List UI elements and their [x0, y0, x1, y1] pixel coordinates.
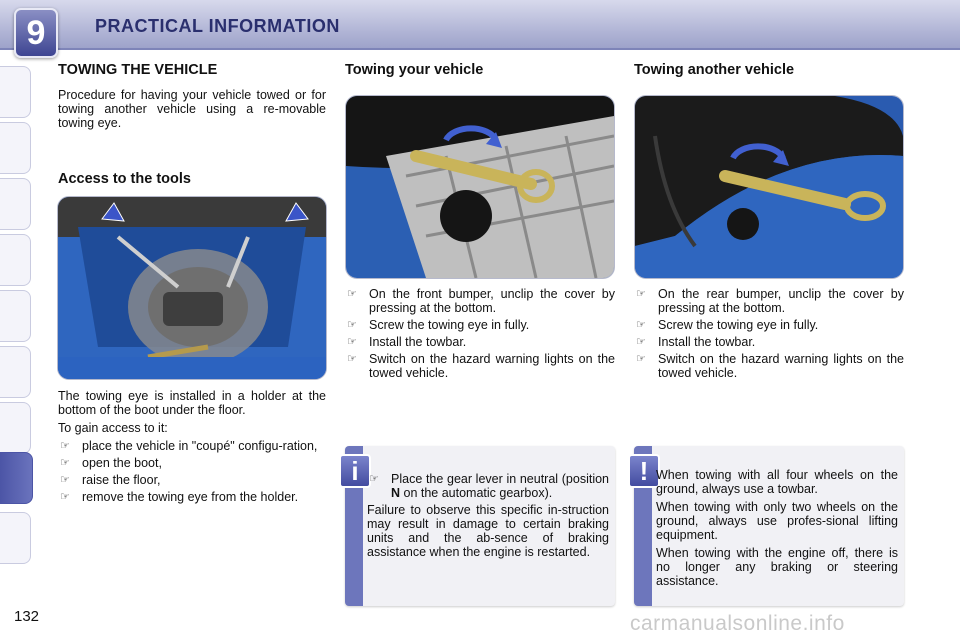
boot-illustration	[58, 197, 326, 379]
towing-your-vehicle-title: Towing your vehicle	[345, 62, 484, 78]
boot-tools-photo	[57, 196, 327, 380]
list-item: ☞ Install the towbar.	[636, 335, 756, 349]
chapter-tab[interactable]	[0, 290, 31, 342]
list-item: ☞ Install the towbar.	[347, 335, 467, 349]
towing-another-vehicle-title: Towing another vehicle	[634, 62, 795, 78]
list-item: ☞ place the vehicle in "coupé" configu-ration,	[60, 439, 318, 453]
list-item: ☞ On the rear bumper, unclip the cover by pressing at the bottom.	[636, 287, 904, 315]
warning-box-content	[656, 468, 898, 592]
warning-paragraph: When towing with only two wheels on the ground, always use profes-sional lifting equipment.	[656, 500, 898, 542]
chapter-tabs	[0, 60, 34, 580]
pointing-hand-icon: ☞	[636, 319, 646, 331]
rear-bumper-illustration	[635, 96, 903, 278]
rear-bumper-photo	[634, 95, 904, 279]
intro-text	[58, 88, 326, 134]
tools-title: Access to the tools	[58, 171, 191, 187]
pointing-hand-icon: ☞	[347, 336, 357, 348]
chapter-badge: 9	[14, 8, 58, 58]
section-title: TOWING THE VEHICLE	[58, 62, 218, 78]
list-item: ☞ Screw the towing eye in fully.	[347, 318, 530, 332]
towing-another-vehicle-steps	[634, 287, 904, 383]
access-paragraph: To gain access to it:	[58, 421, 168, 435]
chapter-tab[interactable]	[0, 66, 31, 118]
warning-paragraph: When towing with the engine off, there is no longer any braking or steering assistance.	[656, 546, 898, 588]
list-item: ☞ Screw the towing eye in fully.	[636, 318, 819, 332]
chapter-tab[interactable]	[0, 122, 31, 174]
chapter-tab[interactable]	[0, 234, 31, 286]
front-bumper-illustration	[346, 96, 614, 278]
holder-paragraph: The towing eye is installed in a holder at the bottom of the boot under the floor.	[58, 389, 326, 417]
info-steps-list	[367, 472, 609, 500]
pointing-hand-icon: ☞	[636, 353, 646, 365]
pointing-hand-icon: ☞	[60, 491, 70, 503]
pointing-hand-icon: ☞	[60, 457, 70, 469]
list-item: ☞ Switch on the hazard warning lights on the towed vehicle.	[636, 352, 904, 380]
chapter-tab[interactable]	[0, 402, 31, 454]
warning-icon: !	[628, 454, 660, 488]
pointing-hand-icon: ☞	[60, 440, 70, 452]
info-icon: i	[339, 454, 371, 488]
chapter-tab-active[interactable]	[0, 452, 33, 504]
chapter-tab[interactable]	[0, 178, 31, 230]
info-warning-text: Failure to observe this specific in-struction may result in damage to certain braking units and the ab-sence of braking assistance when the engine is restarted.	[367, 503, 609, 559]
chapter-tab[interactable]	[0, 512, 31, 564]
chapter-tab[interactable]	[0, 346, 31, 398]
pointing-hand-icon: ☞	[369, 473, 379, 485]
list-item: ☞ open the boot,	[60, 456, 162, 470]
towing-your-vehicle-steps	[345, 287, 615, 383]
pointing-hand-icon: ☞	[347, 319, 357, 331]
info-box	[345, 446, 615, 606]
chapter-title: PRACTICAL INFORMATION	[95, 16, 340, 36]
list-item: ☞ Place the gear lever in neutral (position N on the automatic gearbox).	[369, 472, 609, 500]
towing-steps-list	[345, 287, 615, 380]
list-item: ☞ Switch on the hazard warning lights on the towed vehicle.	[347, 352, 615, 380]
info-box-content	[367, 472, 609, 563]
access-steps-list	[58, 439, 326, 504]
towing-another-steps-list	[634, 287, 904, 380]
warning-paragraph: When towing with all four wheels on the ground, always use a towbar.	[656, 468, 898, 496]
page-number: 132	[14, 608, 40, 625]
pointing-hand-icon: ☞	[347, 353, 357, 365]
warning-box	[634, 446, 904, 606]
pointing-hand-icon: ☞	[60, 474, 70, 486]
list-item: ☞ raise the floor,	[60, 473, 161, 487]
intro-paragraph: Procedure for having your vehicle towed or for towing another vehicle using a re-movable towing eye.	[58, 88, 326, 130]
header-divider	[0, 48, 960, 50]
front-bumper-photo	[345, 95, 615, 279]
tools-text	[58, 389, 326, 507]
list-item: ☞ remove the towing eye from the holder.	[60, 490, 299, 504]
pointing-hand-icon: ☞	[347, 288, 357, 300]
list-item: ☞ On the front bumper, unclip the cover by pressing at the bottom.	[347, 287, 615, 315]
watermark: carmanualsonline.info	[630, 612, 845, 635]
pointing-hand-icon: ☞	[636, 336, 646, 348]
pointing-hand-icon: ☞	[636, 288, 646, 300]
